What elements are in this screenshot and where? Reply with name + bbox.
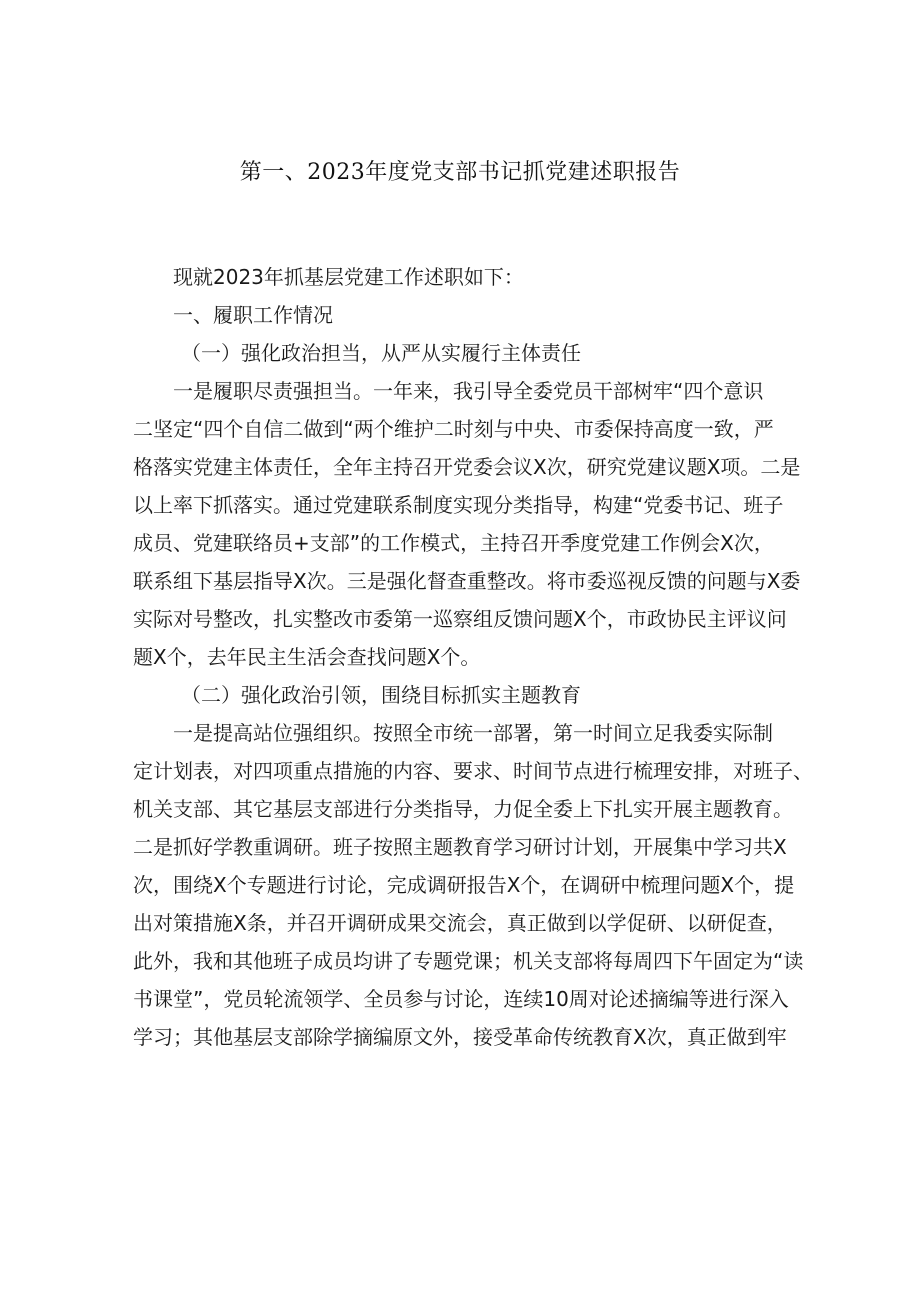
paragraph-line: 一是提高站位强组织。按照全市统一部署，第一时间立足我委实际制 — [173, 721, 773, 745]
paragraph-line: 一是履职尽责强担当。一年来，我引导全委党员干部树牢“四个意识 — [173, 379, 764, 403]
paragraph-line: 联系组下基层指导X次。三是强化督查重整改。将市委巡视反馈的问题与X委 — [133, 569, 801, 593]
paragraph-line: 二是抓好学教重调研。班子按照主题教育学习研讨计划，开展集中学习共X — [133, 835, 787, 859]
paragraph-line: 格落实党建主体责任，全年主持召开党委会议X次，研究党建议题X项。二是 — [133, 455, 801, 479]
paragraph-line: 二坚定“四个自信二做到“两个维护二时刻与中央、市委保持高度一致，严 — [133, 417, 774, 441]
subsection-heading: （一）强化政治担当，从严从实履行主体责任 — [181, 341, 581, 365]
paragraph-line: 以上率下抓落实。通过党建联系制度实现分类指导，构建“党委书记、班子 — [133, 493, 784, 517]
paragraph-line: 此外，我和其他班子成员均讲了专题党课；机关支部将每周四下午固定为“读 — [133, 949, 804, 973]
section-heading: 一、履职工作情况 — [173, 303, 333, 327]
paragraph-line: 书课堂”，党员轮流领学、全员参与讨论，连续10周对论述摘编等进行深入 — [133, 987, 789, 1011]
subsection-heading: （二）强化政治引领，围绕目标抓实主题教育 — [181, 683, 581, 707]
paragraph-line: 题X个，去年民主生活会查找问题X个。 — [133, 645, 481, 669]
document-body — [133, 258, 813, 1056]
paragraph-line: 学习；其他基层支部除学摘编原文外，接受革命传统教育X次，真正做到牢 — [133, 1025, 787, 1049]
paragraph-line: 出对策措施X条，并召开调研成果交流会，真正做到以学促研、以研促查， — [133, 911, 787, 935]
paragraph-line: 次，围绕X个专题进行讨论，完成调研报告X个，在调研中梳理问题X个，提 — [133, 873, 795, 897]
paragraph-line: 定计划表，对四项重点措施的内容、要求、时间节点进行梳理安排，对班子、 — [133, 759, 813, 783]
paragraph-line: 实际对号整改，扎实整改市委第一巡察组反馈问题X个，市政协民主评议问 — [133, 607, 787, 631]
paragraph-line: 机关支部、其它基层支部进行分类指导，力促全委上下扎实开展主题教育。 — [133, 797, 793, 821]
intro-paragraph: 现就2023年抓基层党建工作述职如下： — [173, 265, 524, 289]
paragraph-line: 成员、党建联络员+支部”的工作模式，主持召开季度党建工作例会X次， — [133, 531, 774, 555]
document-title: 第一、2023年度党支部书记抓党建述职报告 — [239, 160, 681, 185]
